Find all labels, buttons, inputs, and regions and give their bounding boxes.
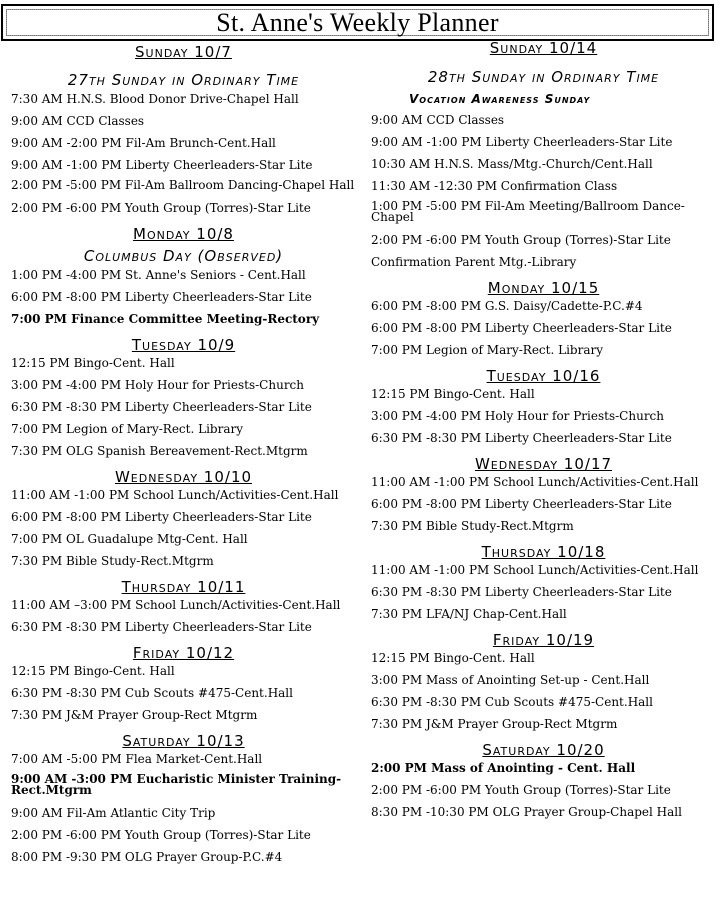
day-heading: Friday 10/12	[132, 644, 235, 662]
day-section-thursday-10-11	[11, 576, 356, 634]
day-heading: Tuesday 10/9	[131, 336, 236, 354]
event-item: 9:00 AM -3:00 PM Eucharistic Minister Training-Rect.Mtgrm	[11, 772, 342, 797]
event-item: 12:15 PM Bingo-Cent. Hall	[371, 387, 535, 401]
event-item: Confirmation Parent Mtg.-Library	[371, 255, 577, 269]
day-heading: Wednesday 10/10	[114, 468, 253, 486]
event-item: 7:00 PM OL Guadalupe Mtg-Cent. Hall	[11, 532, 248, 546]
day-section-friday-10-19	[371, 629, 716, 731]
day-heading: Saturday 10/13	[122, 732, 245, 750]
occasion-title: Columbus Day (Observed)	[83, 247, 284, 265]
event-item: 7:00 PM Legion of Mary-Rect. Library	[371, 343, 603, 357]
day-heading: Thursday 10/11	[121, 578, 246, 596]
event-item: 9:00 AM CCD Classes	[11, 114, 145, 128]
day-section-sunday-10-7	[11, 41, 356, 215]
event-item: 7:30 PM J&M Prayer Group-Rect Mtgrm	[11, 708, 258, 722]
event-item: 9:00 AM -1:00 PM Liberty Cheerleaders-Star Lite	[371, 135, 673, 149]
event-item: 2:00 PM Mass of Anointing - Cent. Hall	[371, 761, 636, 775]
event-item: 1:00 PM -4:00 PM St. Anne's Seniors - Cent.Hall	[11, 268, 306, 282]
event-item: 11:00 AM –3:00 PM School Lunch/Activities-Cent.Hall	[11, 598, 341, 612]
event-item: 9:00 AM CCD Classes	[371, 113, 505, 127]
event-item: 9:00 AM -1:00 PM Liberty Cheerleaders-Star Lite	[11, 158, 313, 172]
event-item: 3:00 PM Mass of Anointing Set-up - Cent.Hall	[371, 673, 650, 687]
day-section-wednesday-10-10	[11, 466, 356, 568]
event-item: 6:00 PM -8:00 PM Liberty Cheerleaders-Star Lite	[11, 510, 312, 524]
event-item: 2:00 PM -6:00 PM Youth Group (Torres)-Star Lite	[11, 828, 311, 842]
event-item: 1:00 PM -5:00 PM Fil-Am Meeting/Ballroom Dance-Chapel	[371, 199, 685, 224]
day-section-sunday-10-14	[371, 40, 716, 269]
event-item: 9:00 AM Fil-Am Atlantic City Trip	[11, 806, 216, 820]
event-item: 6:30 PM -8:30 PM Cub Scouts #475-Cent.Hall	[11, 686, 293, 700]
event-item: 12:15 PM Bingo-Cent. Hall	[11, 664, 175, 678]
day-heading: Friday 10/19	[492, 631, 595, 649]
event-item: 7:30 PM Bible Study-Rect.Mtgrm	[371, 519, 574, 533]
event-item: 7:30 PM OLG Spanish Bereavement-Rect.Mtgrm	[11, 444, 308, 458]
day-section-saturday-10-20	[371, 739, 716, 819]
day-section-saturday-10-13	[11, 730, 356, 864]
event-item: 6:30 PM -8:30 PM Liberty Cheerleaders-Star Lite	[11, 400, 312, 414]
event-item: 12:15 PM Bingo-Cent. Hall	[371, 651, 535, 665]
left-column	[11, 41, 356, 872]
day-heading: Thursday 10/18	[481, 543, 606, 561]
event-item: 2:00 PM -5:00 PM Fil-Am Ballroom Dancing-Chapel Hall	[11, 178, 355, 192]
event-item: 6:00 PM -8:00 PM Liberty Cheerleaders-Star Lite	[371, 497, 672, 511]
day-section-friday-10-12	[11, 642, 356, 722]
day-heading: Sunday 10/7	[135, 43, 232, 61]
planner-title-banner	[1, 4, 714, 41]
day-heading: Wednesday 10/17	[474, 455, 613, 473]
day-section-tuesday-10-9	[11, 334, 356, 458]
occasion-title: 27th Sunday in Ordinary Time	[67, 71, 300, 89]
event-item: 6:00 PM -8:00 PM G.S. Daisy/Cadette-P.C.#4	[371, 299, 643, 313]
day-section-monday-10-8	[11, 223, 356, 326]
day-heading: Sunday 10/14	[489, 39, 598, 57]
event-item: 6:30 PM -8:30 PM Liberty Cheerleaders-Star Lite	[371, 431, 672, 445]
right-column	[371, 40, 716, 827]
day-section-monday-10-15	[371, 277, 716, 357]
event-item: 11:00 AM -1:00 PM School Lunch/Activities-Cent.Hall	[371, 563, 699, 577]
event-item: 6:30 PM -8:30 PM Liberty Cheerleaders-Star Lite	[11, 620, 312, 634]
day-heading: Saturday 10/20	[482, 741, 605, 759]
event-item: 7:30 AM H.N.S. Blood Donor Drive-Chapel Hall	[11, 92, 299, 106]
event-item: 2:00 PM -6:00 PM Youth Group (Torres)-Star Lite	[11, 201, 311, 215]
occasion-subtitle: Vocation Awareness Sunday	[409, 92, 591, 106]
event-item: 12:15 PM Bingo-Cent. Hall	[11, 356, 175, 370]
event-item: 7:00 PM Finance Committee Meeting-Rectory	[11, 312, 320, 326]
event-item: 3:00 PM -4:00 PM Holy Hour for Priests-Church	[11, 378, 305, 392]
event-item: 9:00 AM -2:00 PM Fil-Am Brunch-Cent.Hall	[11, 136, 276, 150]
event-item: 7:00 AM -5:00 PM Flea Market-Cent.Hall	[11, 752, 263, 766]
event-item: 8:00 PM -9:30 PM OLG Prayer Group-P.C.#4	[11, 850, 283, 864]
day-section-tuesday-10-16	[371, 365, 716, 445]
event-item: 2:00 PM -6:00 PM Youth Group (Torres)-Star Lite	[371, 783, 671, 797]
event-item: 7:30 PM LFA/NJ Chap-Cent.Hall	[371, 607, 567, 621]
planner-title: St. Anne's Weekly Planner	[216, 7, 499, 37]
day-heading: Monday 10/8	[133, 225, 234, 243]
day-heading: Monday 10/15	[487, 279, 600, 297]
event-item: 8:30 PM -10:30 PM OLG Prayer Group-Chapel Hall	[371, 805, 682, 819]
event-item: 3:00 PM -4:00 PM Holy Hour for Priests-Church	[371, 409, 665, 423]
event-item: 7:30 PM J&M Prayer Group-Rect Mtgrm	[371, 717, 618, 731]
day-heading: Tuesday 10/16	[486, 367, 601, 385]
event-item: 6:00 PM -8:00 PM Liberty Cheerleaders-Star Lite	[11, 290, 312, 304]
event-item: 10:30 AM H.N.S. Mass/Mtg.-Church/Cent.Hall	[371, 157, 653, 171]
day-section-wednesday-10-17	[371, 453, 716, 533]
event-item: 6:00 PM -8:00 PM Liberty Cheerleaders-Star Lite	[371, 321, 672, 335]
event-item: 6:30 PM -8:30 PM Cub Scouts #475-Cent.Hall	[371, 695, 653, 709]
occasion-title: 28th Sunday in Ordinary Time	[427, 68, 660, 86]
event-item: 7:00 PM Legion of Mary-Rect. Library	[11, 422, 243, 436]
event-item: 7:30 PM Bible Study-Rect.Mtgrm	[11, 554, 214, 568]
day-section-thursday-10-18	[371, 541, 716, 621]
event-item: 11:00 AM -1:00 PM School Lunch/Activities-Cent.Hall	[11, 488, 339, 502]
event-item: 6:30 PM -8:30 PM Liberty Cheerleaders-Star Lite	[371, 585, 672, 599]
event-item: 11:00 AM -1:00 PM School Lunch/Activities-Cent.Hall	[371, 475, 699, 489]
event-item: 2:00 PM -6:00 PM Youth Group (Torres)-Star Lite	[371, 233, 671, 247]
event-item: 11:30 AM -12:30 PM Confirmation Class	[371, 179, 618, 193]
